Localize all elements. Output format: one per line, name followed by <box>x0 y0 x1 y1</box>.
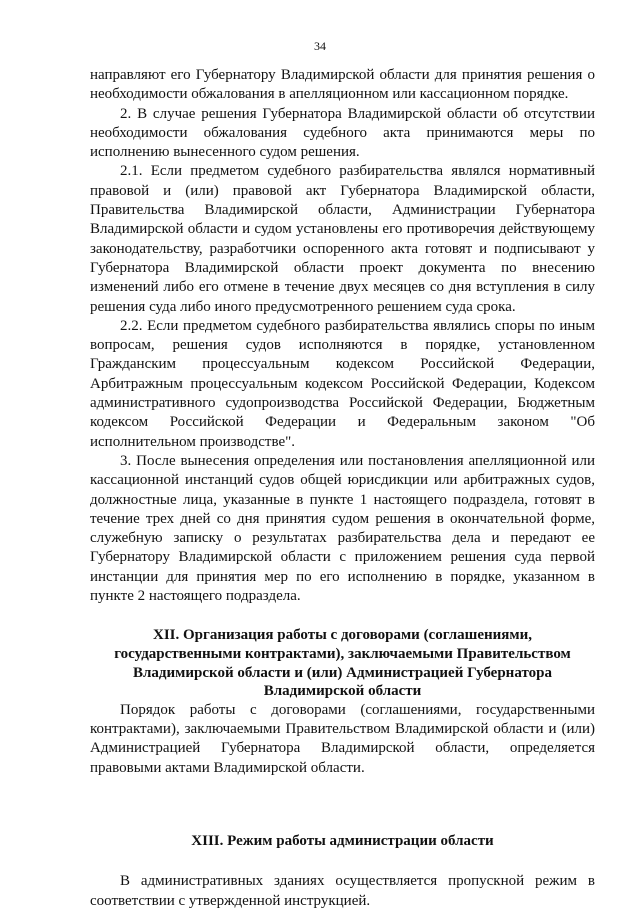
paragraph: Порядок работы с договорами (соглашениями, государственными контрактами), заключаемыми Правительством Владимирской области и (или) Администрацией Губернатора Владимирской области, определяется правовыми актами Владимирской области. <box>90 701 595 776</box>
paragraph: направляют его Губернатору Владимирской области для принятия решения о необходимости обжалования в апелляционном или кассационном порядке. <box>90 67 595 103</box>
section-heading-xii: XII. Организация работы с договорами (соглашениями, государственными контрактами), заключаемыми Правительством Владимирской области и (или) Администрацией Губернатора Владимирской области <box>114 627 571 700</box>
paragraph: 3. После вынесения определения или постановления апелляционной или кассационной инстанций судов общей юрисдикции или арбитражных судов, должностные лица, указанные в пункте 1 настоящего подраздела, готовят в течение трех дней со дня принятия судом решения в окончательной форме, служебную записку о результатах разбирательства дела и передают ее Губернатору Владимирской области с приложением решения суда первой инстанции для принятия мер по его исполнению в порядке, указанном в пункте 2 настоящего подраздела. <box>90 452 595 605</box>
page-number: 34 <box>314 39 326 53</box>
section-heading-xiii: XIII. Режим работы администрации области <box>191 832 494 849</box>
paragraph: 2.1. Если предметом судебного разбирательства являлся нормативный правовой и (или) правовой акт Губернатора Владимирской области, Правительства Владимирской области, Администрации Губернатора Владимирской области и судом установлены его противоречия действующему законодательству, разработчики оспоренного акта готовят и подписывают у Губернатора Владимирской области проект документа по внесению изменений либо его отмене в течение двух месяцев со дня вступления в силу решения суда либо иного предусмотренного решением суда срока. <box>90 163 595 315</box>
document-body <box>90 66 595 911</box>
paragraph: В административных зданиях осуществляется пропускной режим в соответствии с утвержденной инструкцией. <box>90 873 595 909</box>
paragraph: 2. В случае решения Губернатора Владимирской области об отсутствии необходимости обжалования судебного акта принимаются меры по исполнению вынесенного судом решения. <box>90 105 595 161</box>
paragraph: 2.2. Если предметом судебного разбирательства являлись споры по иным вопросам, решения судов исполняются в порядке, установленном Гражданским процессуальным кодексом Российской Федерации, Арбитражным процессуальным кодексом Российской Федерации, Кодексом административного судопроизводства Российской Федерации, Бюджетным кодексом Российской Федерации и Федеральным законом "Об исполнительном производстве". <box>90 317 595 450</box>
